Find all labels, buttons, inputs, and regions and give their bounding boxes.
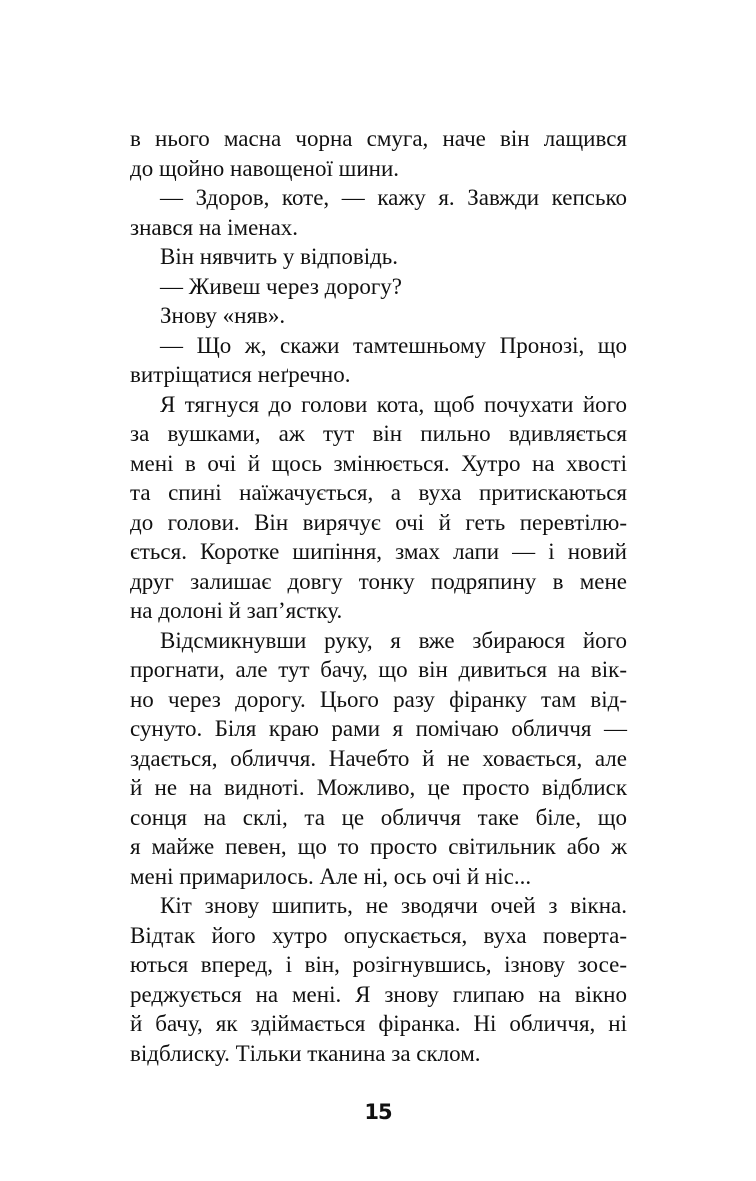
text-line: Я тягнуся до голови кота, щоб почухати його: [160, 391, 627, 417]
text-line: сонця на склі, та це обличчя таке біле, що: [130, 804, 627, 830]
text-line: друг залишає довгу тонку подряпину в мене: [130, 568, 627, 594]
text-line: реджується на мені. Я знову глипаю на вікно: [130, 981, 627, 1007]
text-line: Кіт знову шипить, не зводячи очей з вікна.: [160, 893, 627, 918]
text-line: — Живеш через дорогу?: [160, 273, 403, 299]
text-line: — Що ж, скажи тамтешньому Пронозі, що: [160, 332, 627, 358]
page-number: 15: [364, 1100, 392, 1124]
text-line: Відсмикнувши руку, я вже збираюся його: [160, 627, 627, 653]
text-line: — Здоров, коте, — кажу я. Завжди кепсько: [160, 185, 627, 210]
text-line: здається, обличчя. Начебто й не ховається, але: [130, 745, 627, 771]
text-line: я майже певен, що то просто світильник або ж: [130, 834, 627, 859]
text-line: до голови. Він вирячує очі й геть перевтілю-: [130, 509, 627, 535]
text-line: до щойно навощеної шини.: [130, 155, 400, 181]
text-line: й бачу, як здіймається фіранка. Ні обличчя, ні: [130, 1011, 627, 1036]
text-line: Відтак його хутро опускається, вуха поверта-: [130, 922, 627, 948]
text-line: витріщатися неґречно.: [130, 362, 351, 387]
text-line: Він нявчить у відповідь.: [160, 244, 399, 269]
text-line: відблиску. Тільки тканина за склом.: [130, 1040, 481, 1066]
text-line: ються вперед, і він, розігнувшись, ізнову зосе-: [130, 952, 627, 977]
text-line: знався на іменах.: [130, 214, 299, 240]
text-line: Знову «няв».: [160, 303, 286, 328]
text-line: за вушками, аж тут він пильно вдивляється: [130, 421, 627, 446]
text-line: мені в очі й щось змінюється. Хутро на хвості: [130, 450, 627, 476]
text-line: та спині наїжачується, а вуха притискаються: [130, 480, 627, 505]
text-line: мені примарилось. Але ні, ось очі й ніс...: [130, 863, 532, 889]
text-line: сунуто. Біля краю рами я помічаю обличчя —: [130, 716, 627, 741]
text-line: на долоні й зап’ястку.: [130, 598, 343, 623]
text-line: но через дорогу. Цього разу фіранку там від-: [130, 686, 627, 712]
text-line: ється. Коротке шипіння, змах лапи — і новий: [130, 539, 627, 564]
text-line: в нього масна чорна смуга, наче він лащився: [130, 126, 627, 151]
text-line: й не на видноті. Можливо, це просто відблиск: [130, 775, 627, 800]
body-text: [130, 124, 627, 1068]
text-line: прогнати, але тут бачу, що він дивиться на вік-: [130, 657, 627, 682]
